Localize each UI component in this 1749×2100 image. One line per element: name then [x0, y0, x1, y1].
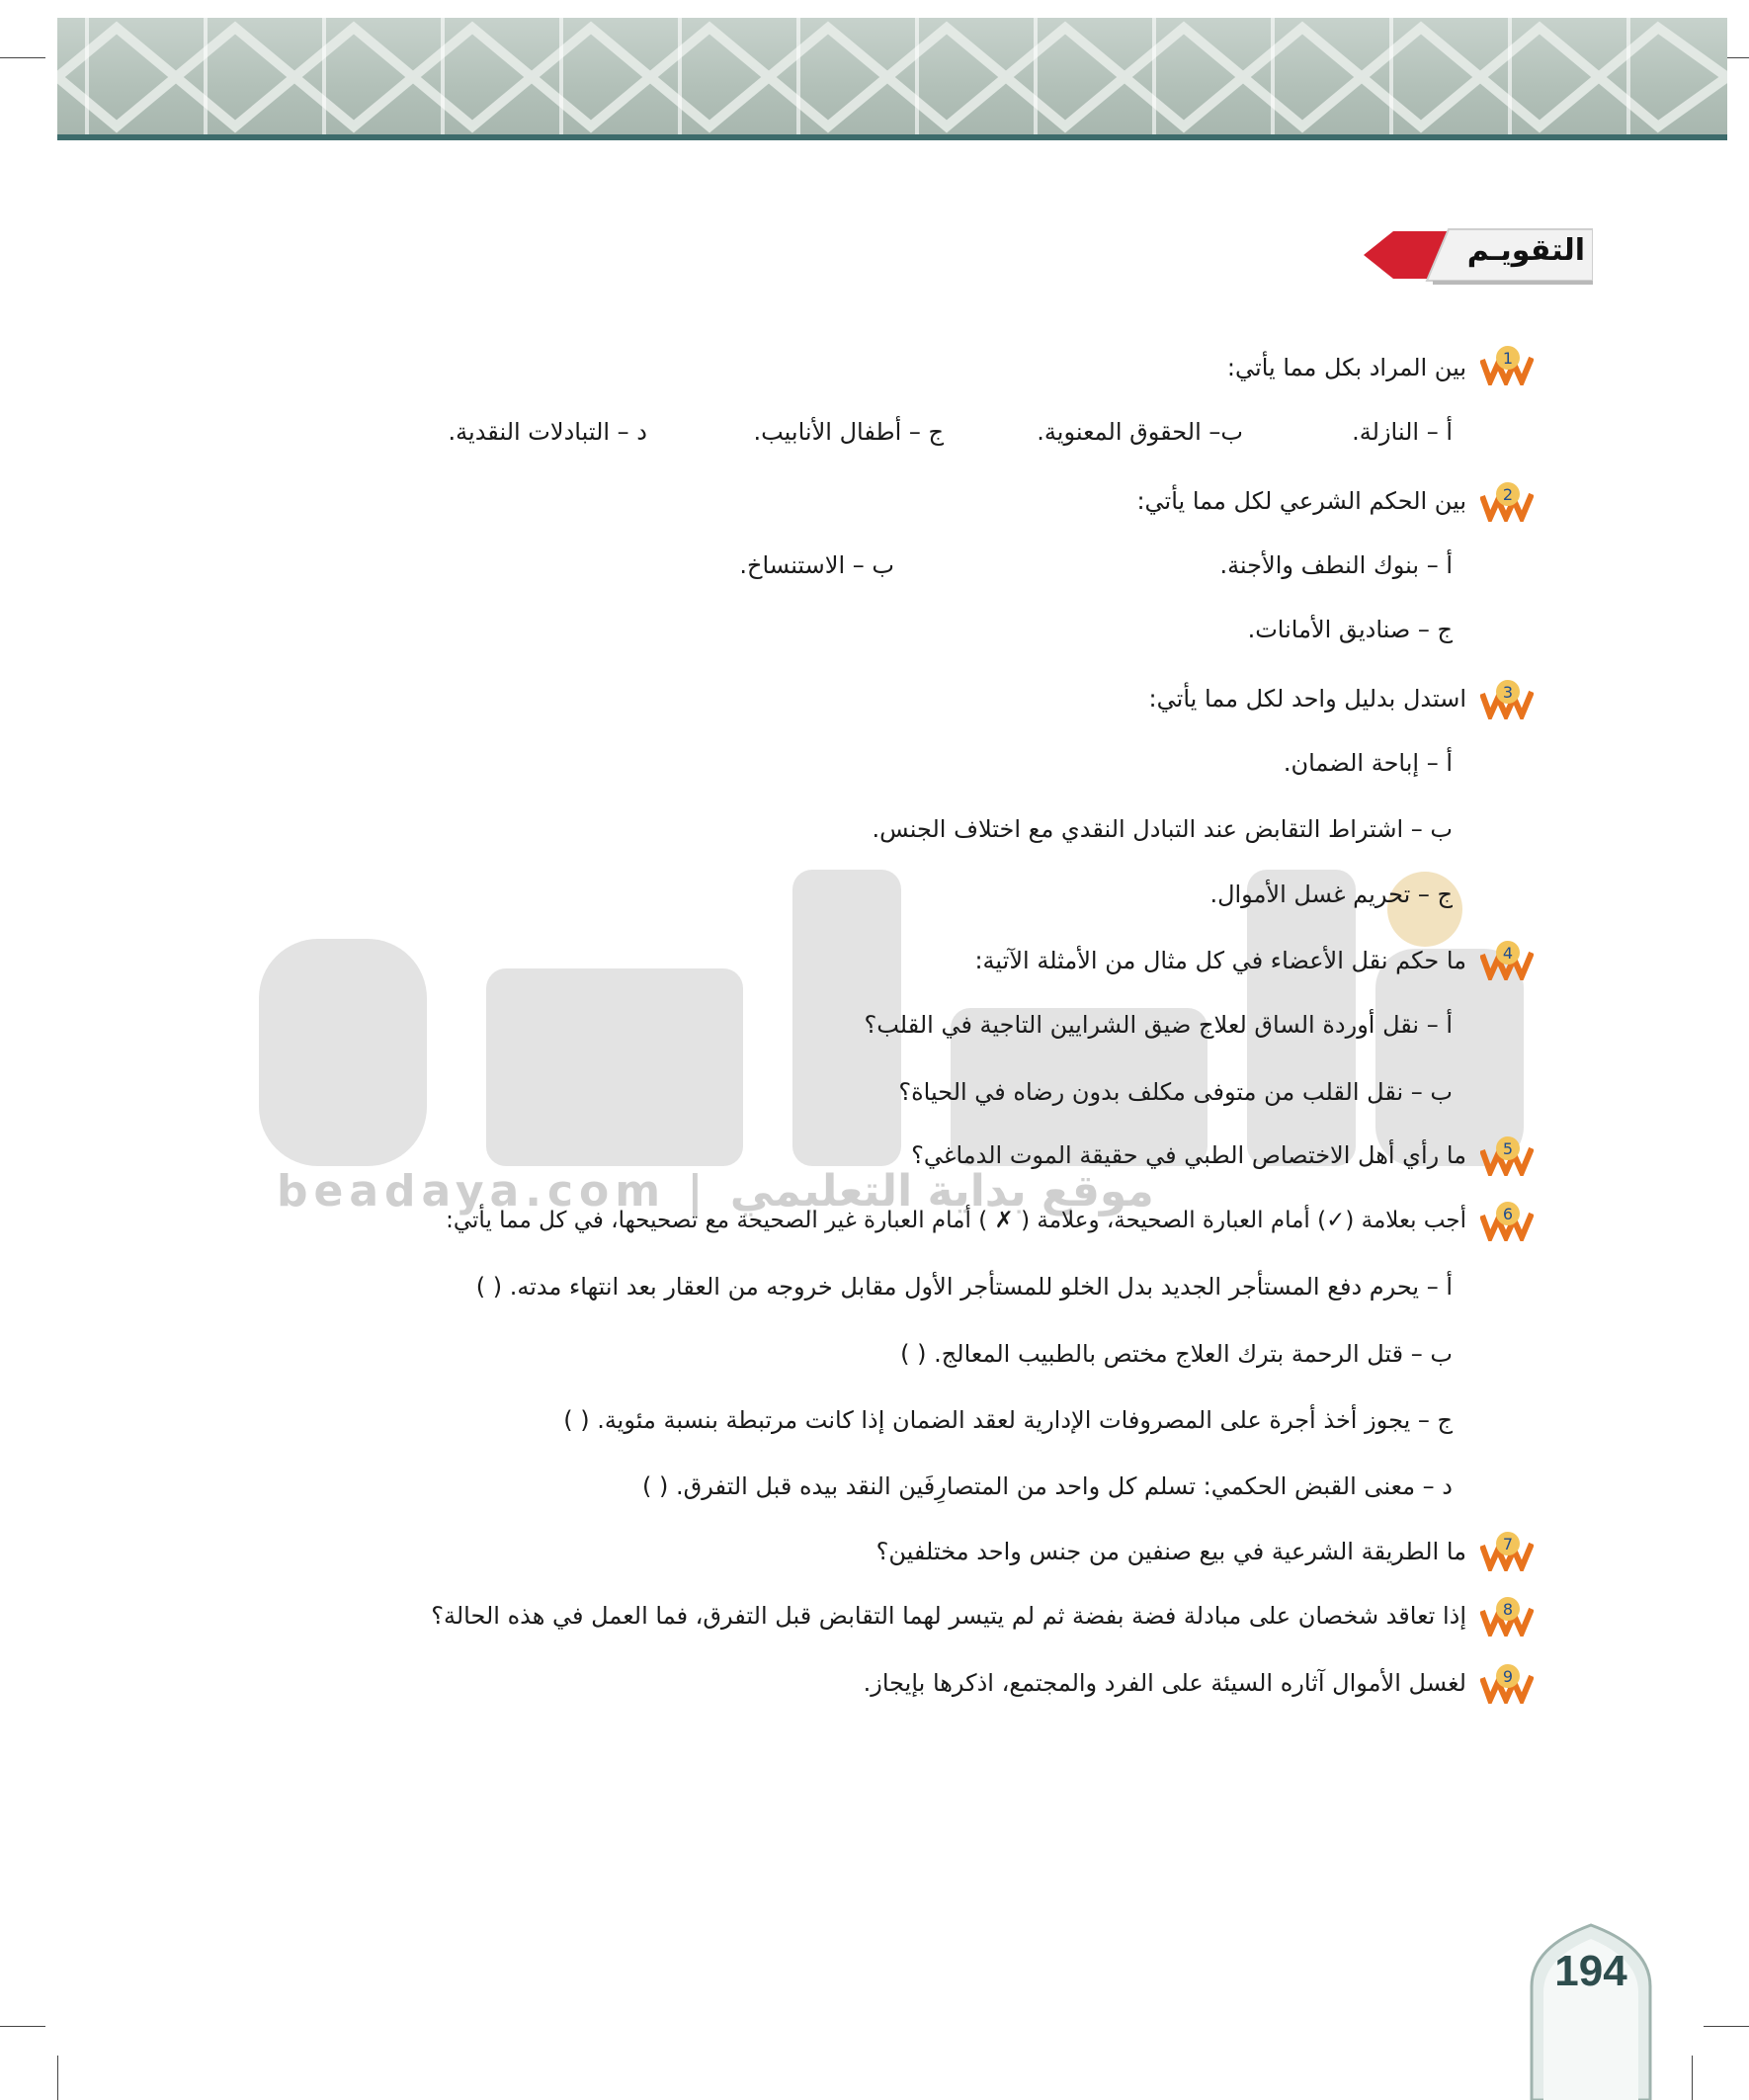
question-number: 7	[1502, 1535, 1514, 1554]
question-number: 6	[1502, 1205, 1514, 1223]
question-number: 3	[1502, 683, 1514, 702]
section-title: التقويـم	[1466, 233, 1585, 268]
q1-item-b: ب– الحقوق المعنوية.	[1037, 418, 1243, 446]
crop-mark	[0, 2026, 45, 2027]
page-number: 194	[1554, 1947, 1627, 1995]
q1-item-c: ج – أطفال الأنابيب.	[753, 418, 944, 446]
q4-item-a: أ – نقل أوردة الساق لعلاج ضيق الشرايين التاجية في القلب؟	[864, 1011, 1453, 1039]
q4-item-b: ب – نقل القلب من متوفى مكلف بدون رضاه في الحياة؟	[898, 1078, 1453, 1106]
question-text: بين الحكم الشرعي لكل مما يأتي:	[1136, 487, 1466, 515]
question-number-icon	[1480, 939, 1534, 980]
question-number-icon	[1480, 1134, 1534, 1176]
question-text: بين المراد بكل مما يأتي:	[1226, 354, 1466, 381]
crop-mark	[1704, 2026, 1749, 2027]
question-number: 1	[1502, 349, 1514, 368]
q1-item-d: د – التبادلات النقدية.	[448, 418, 647, 446]
question-text: ما حكم نقل الأعضاء في كل مثال من الأمثلة الآتية:	[974, 947, 1466, 974]
question-number: 5	[1502, 1139, 1514, 1158]
question-number-icon	[1480, 1595, 1534, 1637]
watermark-site-text: beadaya.com | موقع بداية التعليمي	[277, 1166, 1154, 1217]
q6-item-b: ب – قتل الرحمة بترك العلاج مختص بالطبيب المعالج. ( )	[900, 1340, 1453, 1368]
question-text: أجب بعلامة (✓) أمام العبارة الصحيحة، وعلامة ( ✗ ) أمام العبارة غير الصحيحة مع تصحيحها، في كل مما يأتي:	[446, 1208, 1466, 1233]
q2-item-c: ج – صناديق الأمانات.	[1247, 616, 1453, 643]
q3-item-b: ب – اشتراط التقابض عند التبادل النقدي مع اختلاف الجنس.	[872, 815, 1453, 843]
q6-item-d: د – معنى القبض الحكمي: تسلم كل واحد من المتصارِفَين النقد بيده قبل التفرق. ( )	[641, 1472, 1453, 1500]
question-number-icon	[1480, 344, 1534, 385]
crop-mark	[1692, 2056, 1693, 2100]
question-number-icon	[1480, 1530, 1534, 1571]
header-banner	[57, 18, 1727, 138]
q3-item-c: ج – تحريم غسل الأموال.	[1209, 881, 1453, 908]
q2-item-b: ب – الاستنساخ.	[739, 551, 894, 579]
question-text: لغسل الأموال آثاره السيئة على الفرد والمجتمع، اذكرها بإيجاز.	[863, 1669, 1466, 1697]
crop-mark	[0, 57, 45, 58]
question-text: ما الطريقة الشرعية في بيع صنفين من جنس واحد مختلفين؟	[875, 1538, 1466, 1565]
q2-item-a: أ – بنوك النطف والأجنة.	[1219, 551, 1453, 579]
banner-underline	[57, 134, 1727, 140]
question-number: 4	[1502, 944, 1514, 963]
question-text: استدل بدليل واحد لكل مما يأتي:	[1148, 685, 1466, 713]
q1-item-a: أ – النازلة.	[1352, 418, 1453, 446]
question-number: 8	[1502, 1600, 1514, 1619]
crop-mark	[57, 2056, 58, 2100]
q3-item-a: أ – إباحة الضمان.	[1283, 749, 1453, 777]
q6-item-a: أ – يحرم دفع المستأجر الجديد بدل الخلو للمستأجر الأول مقابل خروجه من العقار بعد انتهاء مدته. ( )	[475, 1273, 1453, 1301]
question-text: إذا تعاقد شخصان على مبادلة فضة بفضة ثم لم يتيسر لهما التقابض قبل التفرق، فما العمل في هذه الحالة؟	[431, 1602, 1466, 1630]
question-number: 9	[1502, 1667, 1514, 1686]
question-number: 2	[1502, 485, 1514, 504]
page-number-badge	[1522, 1917, 1660, 2100]
question-number-icon	[1480, 1662, 1534, 1704]
geometric-pattern-icon	[57, 18, 1727, 138]
question-number-icon	[1480, 480, 1534, 522]
question-number-icon	[1480, 1200, 1534, 1241]
q6-item-c: ج – يجوز أخذ أجرة على المصروفات الإدارية لعقد الضمان إذا كانت مرتبطة بنسبة مئوية. ( )	[563, 1406, 1453, 1434]
question-number-icon	[1480, 678, 1534, 719]
question-text: ما رأي أهل الاختصاص الطبي في حقيقة الموت الدماغي؟	[911, 1141, 1466, 1169]
